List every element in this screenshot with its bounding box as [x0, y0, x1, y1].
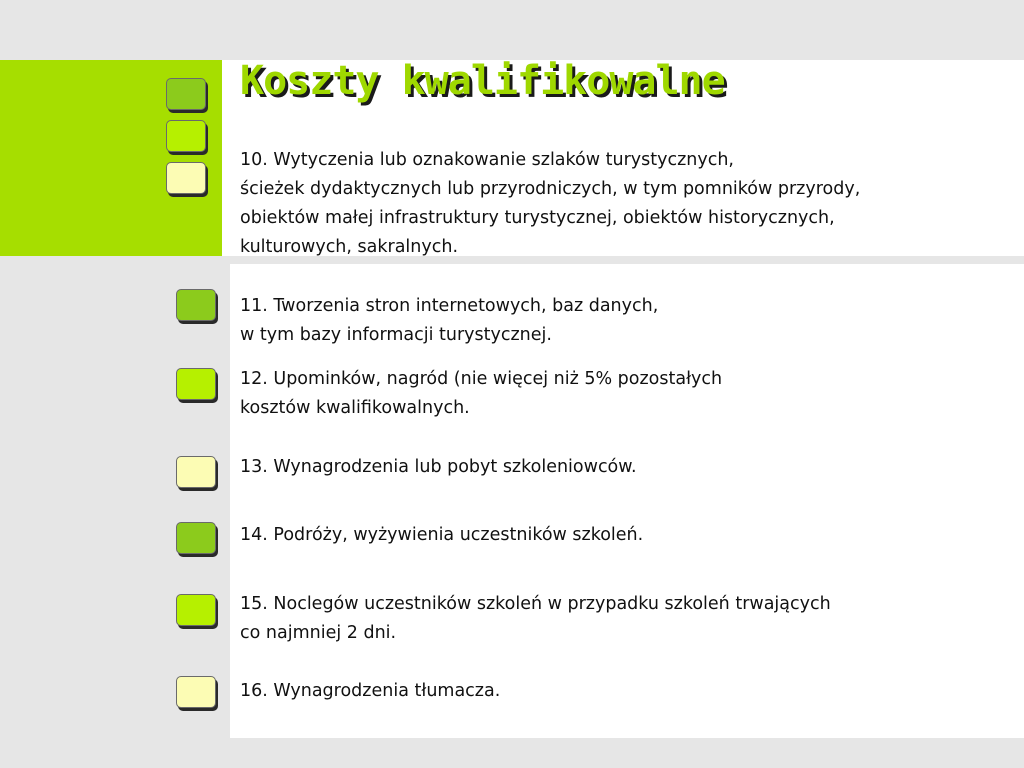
item-line: kulturowych, sakralnych.: [240, 237, 459, 257]
list-item-13: [240, 453, 637, 482]
item-line: w tym bazy informacji turystycznej.: [240, 325, 552, 345]
item-line: 13. Wynagrodzenia lub pobyt szkoleniowców.: [240, 457, 637, 477]
list-item-10: [240, 146, 860, 262]
item-line: 11. Tworzenia stron internetowych, baz danych,: [240, 296, 659, 316]
bullet-square: [176, 522, 216, 554]
item-line: obiektów małej infrastruktury turystycznej, obiektów historycznych,: [240, 208, 835, 228]
bullet-square: [176, 676, 216, 708]
header-square-yellow: [166, 162, 206, 194]
list-item-12: [240, 365, 722, 423]
item-line: kosztów kwalifikowalnych.: [240, 398, 470, 418]
slide-title: Koszty kwalifikowalne: [240, 58, 725, 104]
bullet-square: [176, 594, 216, 626]
item-line: 12. Upominków, nagród (nie więcej niż 5% pozostałych: [240, 369, 723, 389]
item-line: ścieżek dydaktycznych lub przyrodniczych, w tym pomników przyrody,: [240, 179, 861, 199]
item-line: 10. Wytyczenia lub oznakowanie szlaków turystycznych,: [240, 150, 734, 170]
list-item-11: [240, 292, 658, 350]
bullet-square: [176, 456, 216, 488]
item-line: co najmniej 2 dni.: [240, 623, 397, 643]
list-item-16: [240, 677, 500, 706]
item-line: 15. Noclegów uczestników szkoleń w przypadku szkoleń trwających: [240, 594, 831, 614]
bullet-square: [176, 289, 216, 321]
list-item-14: [240, 521, 643, 550]
header-square-dark: [166, 78, 206, 110]
item-line: 16. Wynagrodzenia tłumacza.: [240, 681, 501, 701]
header-square-lime: [166, 120, 206, 152]
item-line: 14. Podróży, wyżywienia uczestników szkoleń.: [240, 525, 644, 545]
bullet-square: [176, 368, 216, 400]
list-item-15: [240, 590, 831, 648]
